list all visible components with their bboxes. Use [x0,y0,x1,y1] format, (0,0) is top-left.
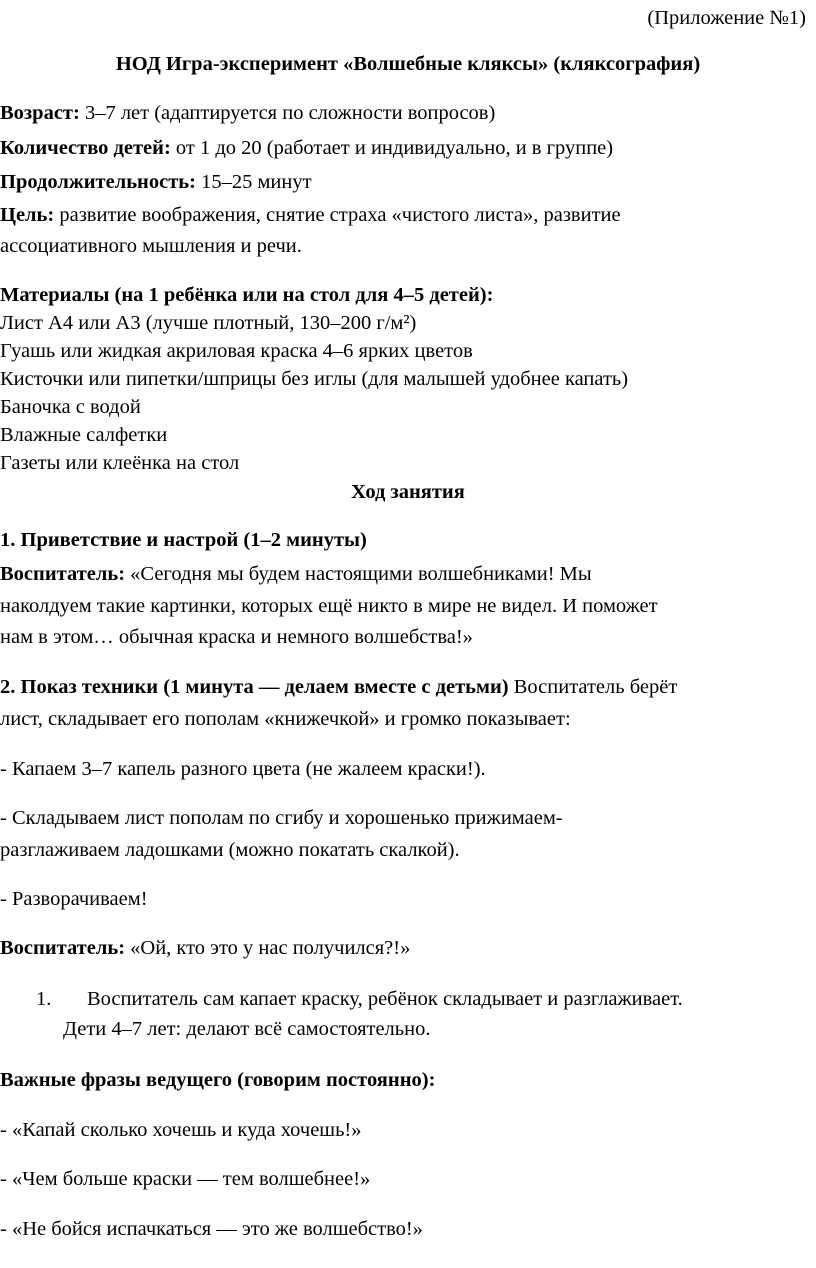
list-item-text-2: Дети 4–7 лет: делают всё самостоятельно. [63,1018,431,1040]
speaker-label: Воспитатель: [0,563,126,585]
step2-heading: 2. Показ техники (1 минута — делаем вместе с детьми) [0,676,509,698]
materials-heading: Материалы (на 1 ребёнка или на стол для 4–5 детей): [0,284,494,306]
goal-label: Цель: [0,204,55,226]
goal-line [0,203,621,229]
step2-line [0,675,677,701]
step2-unfold: - Разворачиваем! [0,888,148,910]
list-number: 1. [36,988,52,1010]
goal-value: развитие воображения, снятие страха «чистого листа», развитие [54,204,621,226]
page-title: НОД Игра-эксперимент «Волшебные кляксы» (кляксография) [115,53,701,75]
list-item-text: Воспитатель сам капает краску, ребёнок складывает и разглаживает. [87,988,683,1010]
step2-text: Воспитатель берёт [508,676,678,698]
phrases-heading: Важные фразы ведущего (говорим постоянно): [0,1069,436,1091]
step1-speech-line-3: нам в этом… обычная краска и немного волшебства!» [0,626,473,648]
age-value: 3–7 лет (адаптируется по сложности вопросов) [79,102,496,124]
materials-item: Лист А4 или А3 (лучше плотный, 130–200 г/м²) [0,312,417,334]
step2-exclaim-line [0,936,410,962]
materials-item: Влажные салфетки [0,424,168,446]
count-line [0,136,613,162]
materials-item: Гуашь или жидкая акриловая краска 4–6 ярких цветов [0,340,473,362]
duration-line [0,170,312,196]
step2-fold-2: разглаживаем ладошками (можно покатать скалкой). [0,839,460,861]
age-line [0,101,495,127]
materials-item: Кисточки или пипетки/шприцы без иглы (для малышей удобнее капать) [0,368,629,390]
materials-item: Газеты или клеёнка на стол [0,452,240,474]
step2-fold: - Складываем лист пополам по сгибу и хорошенько прижимаем- [0,807,563,829]
step2-drop: - Капаем 3–7 капель разного цвета (не жалеем краски!). [0,758,486,780]
speech-text: «Сегодня мы будем настоящими волшебниками! Мы [125,563,592,585]
step1-speech-line [0,562,592,588]
phrase-item: - «Не бойся испачкаться — это же волшебство!» [0,1218,423,1240]
step1-speech-line-2: наколдуем такие картинки, которых ещё никто в мире не видел. И поможет [0,595,658,617]
step2-line-2: лист, складывает его пополам «книжечкой» и громко показывает: [0,708,571,730]
phrase-item: - «Капай сколько хочешь и куда хочешь!» [0,1119,362,1141]
materials-item: Баночка с водой [0,396,141,418]
speaker-label: Воспитатель: [0,937,126,959]
duration-label: Продолжительность: [0,171,196,193]
course-heading: Ход занятия [351,481,465,503]
phrase-item: - «Чем больше краски — тем волшебнее!» [0,1168,371,1190]
exclaim-text: «Ой, кто это у нас получился?!» [125,937,411,959]
duration-value: 15–25 минут [195,171,312,193]
age-label: Возраст: [0,102,80,124]
appendix-label: (Приложение №1) [647,7,806,29]
goal-line-2: ассоциативного мышления и речи. [0,235,302,257]
count-value: от 1 до 20 (работает и индивидуально, и в группе) [170,137,614,159]
count-label: Количество детей: [0,137,171,159]
step1-heading: 1. Приветствие и настрой (1–2 минуты) [0,529,367,551]
